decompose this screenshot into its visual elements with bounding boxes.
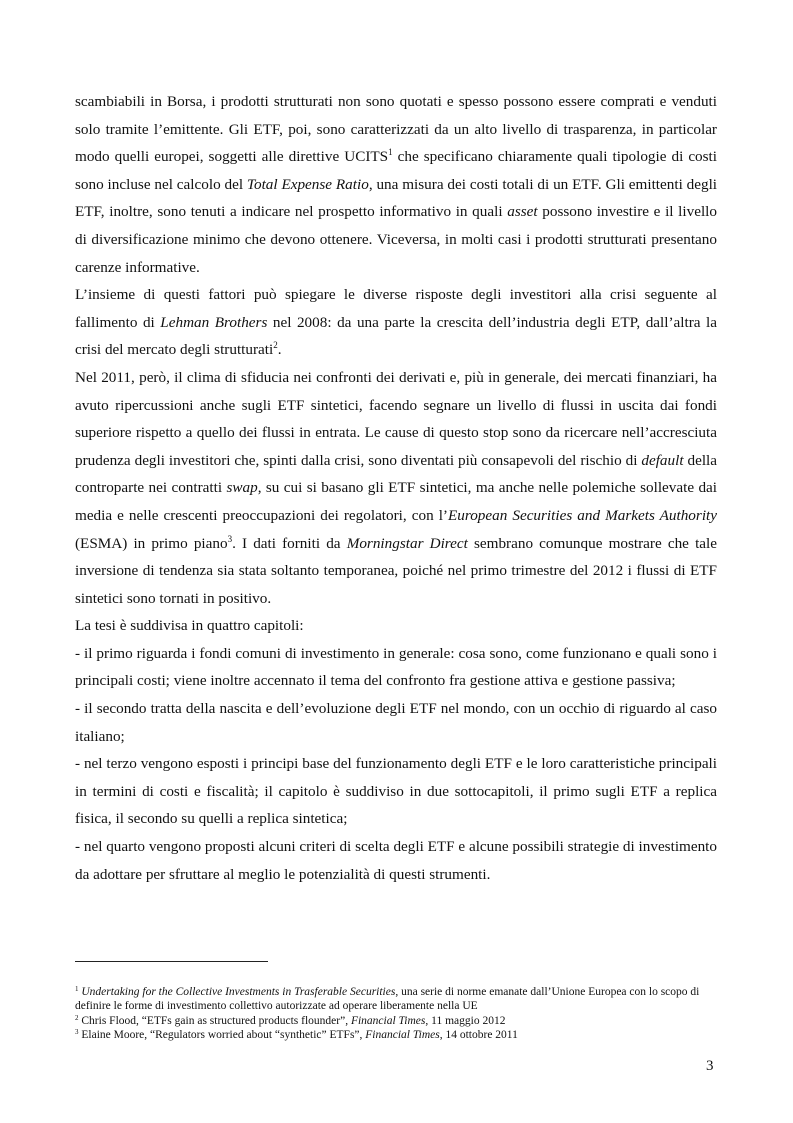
italic-text: Financial Times [350, 1014, 426, 1027]
text-run: Elaine Moore, “Regulators worried about “synthetic” ETFs”, [78, 1028, 366, 1041]
text-run: L’insieme di questi fattori può spiegare le diverse risposte degli investitori alla crisi seguente al fallimento di [75, 286, 717, 331]
paragraph [75, 88, 717, 281]
footnote [75, 1028, 717, 1042]
italic-text: swap [226, 479, 258, 497]
italic-text: Total Expense Ratio [246, 175, 369, 193]
paragraph [75, 281, 717, 364]
italic-text: Undertaking for the Collective Investments in Trasferable Securities [81, 986, 396, 998]
footnote [75, 1014, 717, 1028]
footnote-marker: 3 [227, 533, 233, 544]
text-run: - il primo riguarda i fondi comuni di investimento in generale: cosa sono, come funzionano e quali sono i principali costi; viene inoltre accennato il tema del confronto fra gestione attiva e gestione passiva; [75, 644, 717, 690]
footnote-marker: 1 [388, 147, 393, 158]
footnote-separator [75, 961, 268, 962]
list-item [75, 833, 717, 888]
italic-text: Morningstar Direct [346, 534, 468, 552]
text-run: possono investire e il livello di diversificazione minimo che devono ottenere. Viceversa, in molti casi i prodotti strutturati presentano carenze informative. [75, 203, 717, 276]
text-run: sembrano comunque mostrare che tale inversione di tendenza sia stata soltanto temporanea, poiché nel primo trimestre del 2012 i flussi di ETF sintetici sono tornati in positivo. [75, 534, 717, 607]
footnotes [75, 985, 717, 1042]
document-body [75, 88, 717, 888]
text-run: . I dati forniti da [232, 534, 347, 552]
text-run: La tesi è suddivisa in quattro capitoli: [75, 617, 304, 635]
text-run: - nel quarto vengono proposti alcuni criteri di scelta degli ETF e alcune possibili strategie di investimento da adottare per sfruttare al meglio le potenzialità di questi strumenti. [75, 838, 717, 883]
paragraph [75, 612, 717, 640]
paragraph [75, 364, 717, 612]
text-run: . [277, 341, 282, 359]
footnote [75, 985, 717, 1014]
list-item [75, 640, 717, 695]
text-run: , 14 ottobre 2011 [439, 1028, 518, 1041]
text-run: (ESMA) in primo piano [75, 534, 228, 552]
text-run: della controparte nei contratti [75, 451, 718, 497]
page-number: 3 [706, 1058, 714, 1074]
italic-text: Lehman Brothers [160, 313, 268, 331]
text-run: Chris Flood, “ETFs gain as structured products flounder”, [78, 1014, 351, 1027]
text-run: che specificano chiaramente quali tipologie di costi sono incluse nel calcolo del [75, 148, 717, 193]
text-run: scambiabili in Borsa, i prodotti strutturati non sono quotati e spesso possono essere comprati e venduti solo tramite l’emittente. Gli ETF, poi, sono caratterizzati da un alto livello di trasparenza, in particolar modo quelli europei, soggetti alle direttive UCITS [75, 93, 717, 166]
body-text [75, 88, 717, 888]
text-run: nel 2008: da una parte la crescita dell’industria degli ETP, dall’altra la crisi del mercato degli strutturati [75, 313, 718, 359]
footnote-marker: 2 [273, 340, 278, 351]
italic-text: Financial Times [365, 1028, 440, 1041]
footnote-marker: 1 [75, 985, 79, 993]
text-run: , una misura dei costi totali di un ETF. Gli emittenti degli ETF, inoltre, sono tenuti a indicare nel prospetto informativo in quali [75, 175, 718, 221]
italic-text: default [641, 451, 684, 469]
italic-text: asset [507, 203, 538, 221]
footnote-marker: 2 [75, 1013, 79, 1022]
text-run: , su cui si basano gli ETF sintetici, ma anche nelle polemiche sollevate dai media e nelle crescenti preoccupazioni dei regolatori, con l’ [75, 479, 718, 524]
text-run: Nel 2011, però, il clima di sfiducia nei confronti dei derivati e, più in generale, dei mercati finanziari, ha avuto ripercussioni anche sugli ETF sintetici, facendo segnare un livello di flussi in uscita dai fondi superiore rispetto a quello dei flussi in entrata. Le cause di questo stop sono da ricercare nell’accresciuta prudenza degli investitori che, spinti dalla crisi, sono diventati più consapevoli del rischio di [75, 368, 717, 469]
list-item [75, 695, 717, 750]
list-item [75, 750, 717, 833]
text-run: - nel terzo vengono esposti i principi base del funzionamento degli ETF e le loro caratteristiche principali in termini di costi e fiscalità; il capitolo è suddiviso in due sottocapitoli, il primo sugli ETF a replica fisica, il secondo su quelli a replica sintetica; [75, 755, 717, 828]
text-run: , 11 maggio 2012 [425, 1014, 506, 1027]
footnote-marker: 3 [75, 1027, 79, 1036]
italic-text: European Securities and Markets Authority [447, 506, 717, 524]
text-run: - il secondo tratta della nascita e dell’evoluzione degli ETF nel mondo, con un occhio di riguardo al caso italiano; [75, 700, 717, 745]
text-run: , una serie di norme emanate dall’Unione Europea con lo scopo di definire le forme di investimento collettivo autorizzate ad operare liberamente nella UE [75, 986, 700, 1013]
